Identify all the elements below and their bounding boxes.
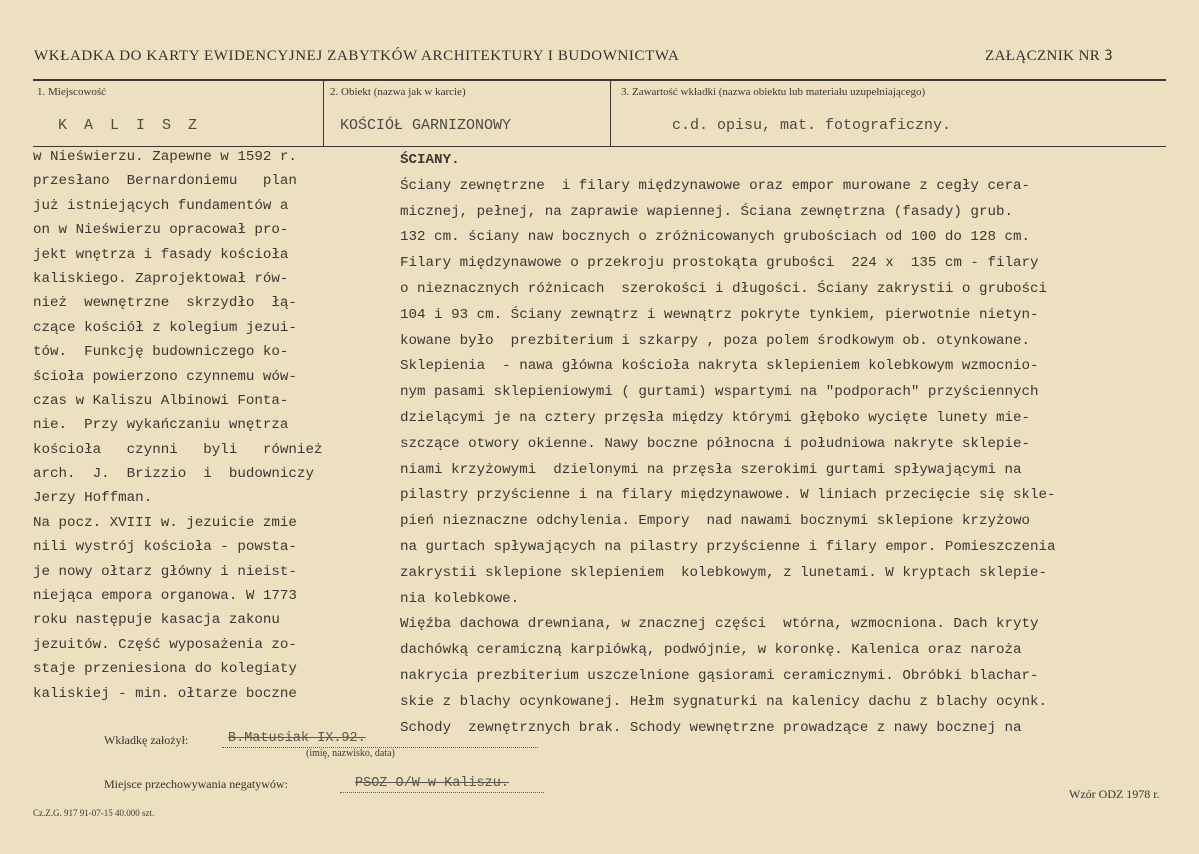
left-text-line: staje przeniesiona do kolegiaty xyxy=(33,661,297,678)
form-model: Wzór ODZ 1978 r. xyxy=(1069,787,1160,801)
field-value-contents: c.d. opisu, mat. fotograficzny. xyxy=(672,117,952,134)
left-text-line: jezuitów. Część wyposażenia zo- xyxy=(33,636,297,653)
storage-dotted-line xyxy=(340,792,544,793)
left-text-line: Na pocz. XVIII w. jezuicie zmie xyxy=(33,514,297,531)
storage-label: Miejsce przechowywania negatywów: xyxy=(104,777,288,791)
left-text-line: je nowy ołtarz główny i nieist- xyxy=(33,563,297,580)
left-text-line: przesłano Bernardoniemu plan xyxy=(33,173,297,190)
left-text-line: w Nieświerzu. Zapewne w 1592 r. xyxy=(33,149,297,165)
left-text-line: ścioła powierzono czynnemu wów- xyxy=(33,368,297,385)
right-text-line: Ściany zewnętrzne i filary międzynawowe oraz empor murowane z cegły cera- xyxy=(400,177,1031,194)
left-text-line: czas w Kaliszu Albinowi Fonta- xyxy=(33,392,289,409)
left-text-line: roku następuje kasacja zakonu xyxy=(33,612,280,629)
annex-label: ZAŁĄCZNIK NR xyxy=(985,48,1101,64)
field-divider-1 xyxy=(323,80,324,147)
left-text-line: arch. J. Brizzio i budowniczy xyxy=(33,466,314,483)
right-text-line: dachówką ceramiczną karpiówką, podwójnie, w koronkę. Kalenica oraz naroża xyxy=(400,642,1022,659)
left-text-line: on w Nieświerzu opracował pro- xyxy=(33,222,289,239)
field-label-object: 2. Obiekt (nazwa jak w karcie) xyxy=(330,86,466,98)
section-heading-walls: ŚCIANY. xyxy=(400,152,460,168)
left-text-line: nie. Przy wykańczaniu wnętrza xyxy=(33,417,289,434)
right-text-line: dzielącymi je na cztery przęsła między którymi głęboko wycięte lunety mie- xyxy=(400,409,1031,426)
right-text-line: Schody zewnętrznych brak. Schody wewnętrzne prowadzące z nawy bocznej na xyxy=(400,719,1022,736)
right-text-line: Filary międzynawowe o przekroju prostokąta grubości 224 x 135 cm - filary xyxy=(400,255,1039,272)
field-divider-2 xyxy=(610,80,611,147)
left-text-line: kaliskiego. Zaprojektował rów- xyxy=(33,270,289,287)
right-text-line: nia kolebkowe. xyxy=(400,590,520,607)
print-code: Cz.Z.G. 917 91-07-15 40.000 szt. xyxy=(33,808,155,818)
right-text-line: niami krzyżowymi dzielonymi na przęsła szerokimi gurtami spływającymi na xyxy=(400,461,1022,478)
left-text-line: kaliskiej - min. ołtarze boczne xyxy=(33,685,297,702)
left-text-line: kościoła czynni byli również xyxy=(33,441,323,458)
left-text-line: tów. Funkcję budowniczego ko- xyxy=(33,344,289,361)
right-text-line: o nieznacznych różnicach szerokości i długości. Ściany zakrystii o grubości xyxy=(400,280,1048,297)
right-text-line: nym pasami sklepieniowymi ( gurtami) wspartymi na "podporach" przyściennych xyxy=(400,384,1039,401)
annex-number xyxy=(985,48,1113,65)
left-text-line: niejąca empora organowa. W 1773 xyxy=(33,588,297,605)
right-text-line: szczące otwory okienne. Nawy boczne północna i południowa nakryte sklepie- xyxy=(400,435,1031,452)
right-text-line: pilastry przyścienne i na filary międzynawowe. W liniach przecięcie się skle- xyxy=(400,487,1056,504)
left-text-line: nili wystrój kościoła - powsta- xyxy=(33,539,297,556)
left-text-column xyxy=(33,145,353,706)
left-text-line: już istniejących fundamentów a xyxy=(33,197,289,214)
right-text-line: nakrycia prezbiterium uszczelnione gąsiorami ceramicznymi. Obróbki blachar- xyxy=(400,667,1039,684)
right-text-line: na gurtach spływających na pilastry przyścienne i filary empor. Pomieszczenia xyxy=(400,538,1056,555)
right-text-line: micznej, pełnej, na zaprawie wapiennej. Ściana zewnętrzna (fasady) grub. xyxy=(400,203,1013,220)
field-label-locality: 1. Miejscowość xyxy=(37,86,107,98)
right-text-line: 132 cm. ściany naw bocznych o zróżnicowanych grubościach od 100 do 128 cm. xyxy=(400,229,1031,246)
right-text-line: 104 i 93 cm. Ściany zewnątrz i wewnątrz pokryte tynkiem, pierwotnie nietyn- xyxy=(400,306,1039,323)
right-text-column xyxy=(400,148,1199,741)
left-text-line: czące kościół z kolegium jezui- xyxy=(33,319,297,336)
field-label-contents: 3. Zawartość wkładki (nazwa obiektu lub materiału uzupełniającego) xyxy=(621,86,926,98)
right-text-line: skie z blachy ocynkowanej. Hełm sygnaturki na kalenicy dachu z blachy ocynk. xyxy=(400,693,1048,710)
field-value-object: KOŚCIÓŁ GARNIZONOWY xyxy=(340,117,512,134)
right-text-line: Sklepienia - nawa główna kościoła nakryta sklepieniem kolebkowym wzmocnio- xyxy=(400,358,1039,375)
header-rule-top xyxy=(33,79,1166,81)
right-text-line: Więźba dachowa drewniana, w znacznej części wtórna, wzmocniona. Dach kryty xyxy=(400,616,1039,633)
left-text-line: Jerzy Hoffman. xyxy=(33,490,153,507)
founded-by-label: Wkładkę założył: xyxy=(104,733,189,747)
left-text-line: nież wewnętrzne skrzydło łą- xyxy=(33,295,297,312)
field-value-locality: K A L I S Z xyxy=(58,117,202,134)
right-text-line: pień nieznaczne odchylenia. Empory nad nawami bocznymi sklepione krzyżowo xyxy=(400,513,1031,530)
founded-by-value: B.Matusiak IX.92. xyxy=(228,731,366,746)
right-text-line: kowane było prezbiterium i szkarpy , poza polem środkowym ob. otynkowane. xyxy=(400,332,1031,349)
annex-number-value: 3 xyxy=(1104,48,1114,64)
storage-value: PSOZ O/W w Kaliszu. xyxy=(355,776,509,791)
right-text-line: zakrystii sklepione sklepieniem kolebkowym, z lunetami. W kryptach sklepie- xyxy=(400,564,1048,581)
left-text-line: jekt wnętrza i fasady kościoła xyxy=(33,246,289,263)
founded-by-hint: (imię, nazwisko, data) xyxy=(306,748,395,759)
card-title: WKŁADKA DO KARTY EWIDENCYJNEJ ZABYTKÓW ARCHITEKTURY I BUDOWNICTWA xyxy=(34,48,680,64)
